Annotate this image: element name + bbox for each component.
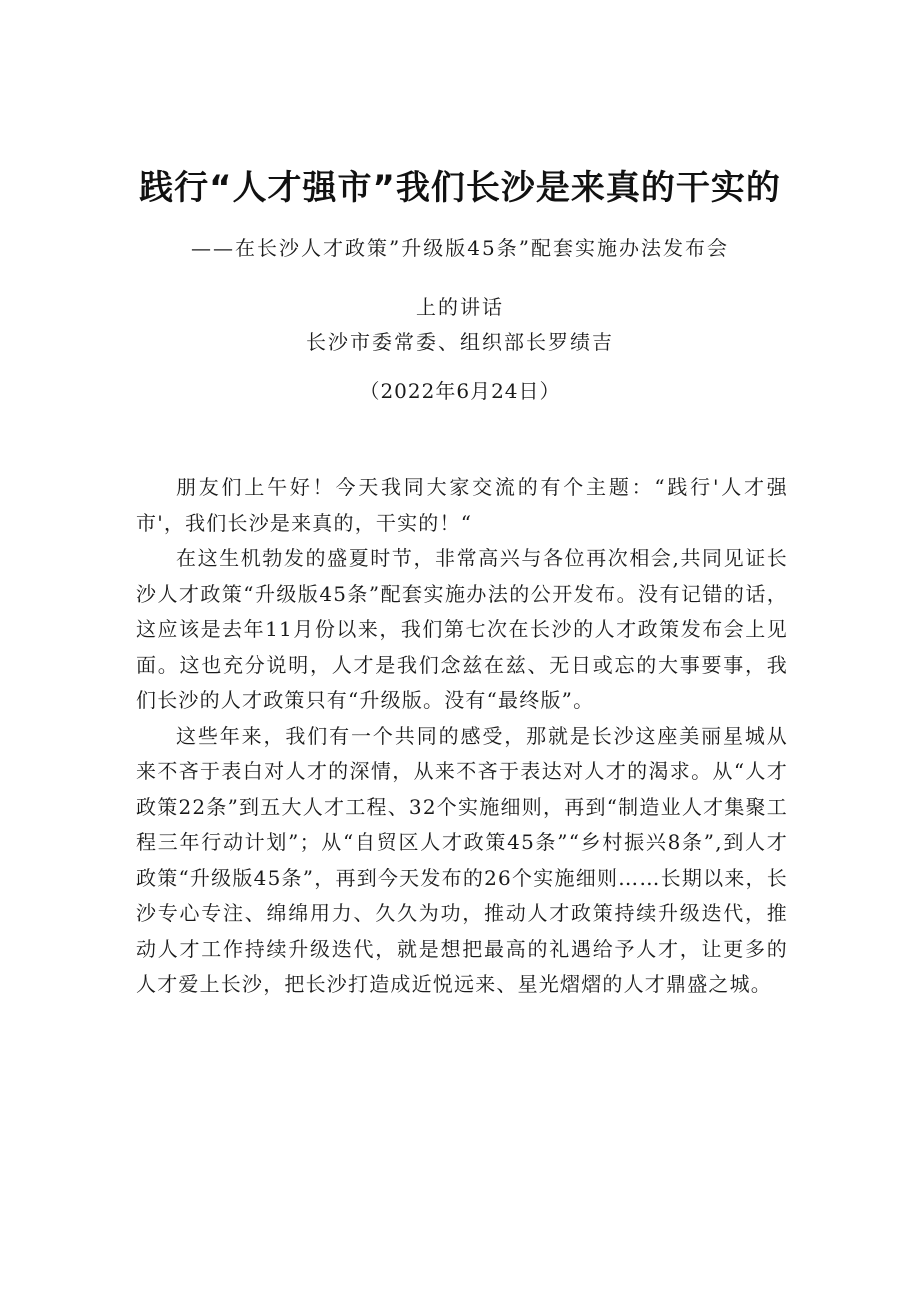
document-subtitle: ——在长沙人才政策”升级版45条”配套实施办法发布会 bbox=[191, 236, 729, 260]
paragraph: 这些年来，我们有一个共同的感受，那就是长沙这座美丽星城从来不吝于表白对人才的深情，从来不吝于表达对人才的渴求。从“人才政策22条”到五大人才工程、32个实施细则，再到“制造业人才集聚工程三年行动计划”；从“自贸区人才政策45条”“乡村振兴8条”,到人才政策“升级版45条”，再到今天发布的26个实施细则……长期以来，长沙专心专注、绵绵用力、久久为功，推动人才政策持续升级迭代，推动人才工作持续升级迭代，就是想把最高的礼遇给予人才，让更多的人才爱上长沙，把长沙打造成近悦远来、星光熠熠的人才鼎盛之城。 bbox=[136, 723, 788, 996]
speech-body bbox=[136, 470, 788, 1003]
speech-date: （2022年6月24日） bbox=[359, 379, 561, 403]
paragraph: 在这生机勃发的盛夏时节，非常高兴与各位再次相会,共同见证长沙人才政策“升级版45条”配套实施办法的公开发布。没有记错的话，这应该是去年11月份以来，我们第七次在长沙的人才政策发布会上见面。这也充分说明，人才是我们念兹在兹、无日或忘的大事要事，我们长沙的人才政策只有“升级版。没有“最终版”。 bbox=[136, 546, 788, 712]
document-subtitle-continuation: 上的讲话 bbox=[416, 295, 504, 319]
document-title: 践行“人才强市”我们长沙是来真的干实的 bbox=[139, 168, 781, 208]
speaker-line: 长沙市委常委、组织部长罗绩吉 bbox=[306, 330, 614, 354]
paragraph: 朋友们上午好！今天我同大家交流的有个主题：“践行'人才强 市'，我们长沙是来真的，干实的！“ bbox=[136, 475, 788, 535]
